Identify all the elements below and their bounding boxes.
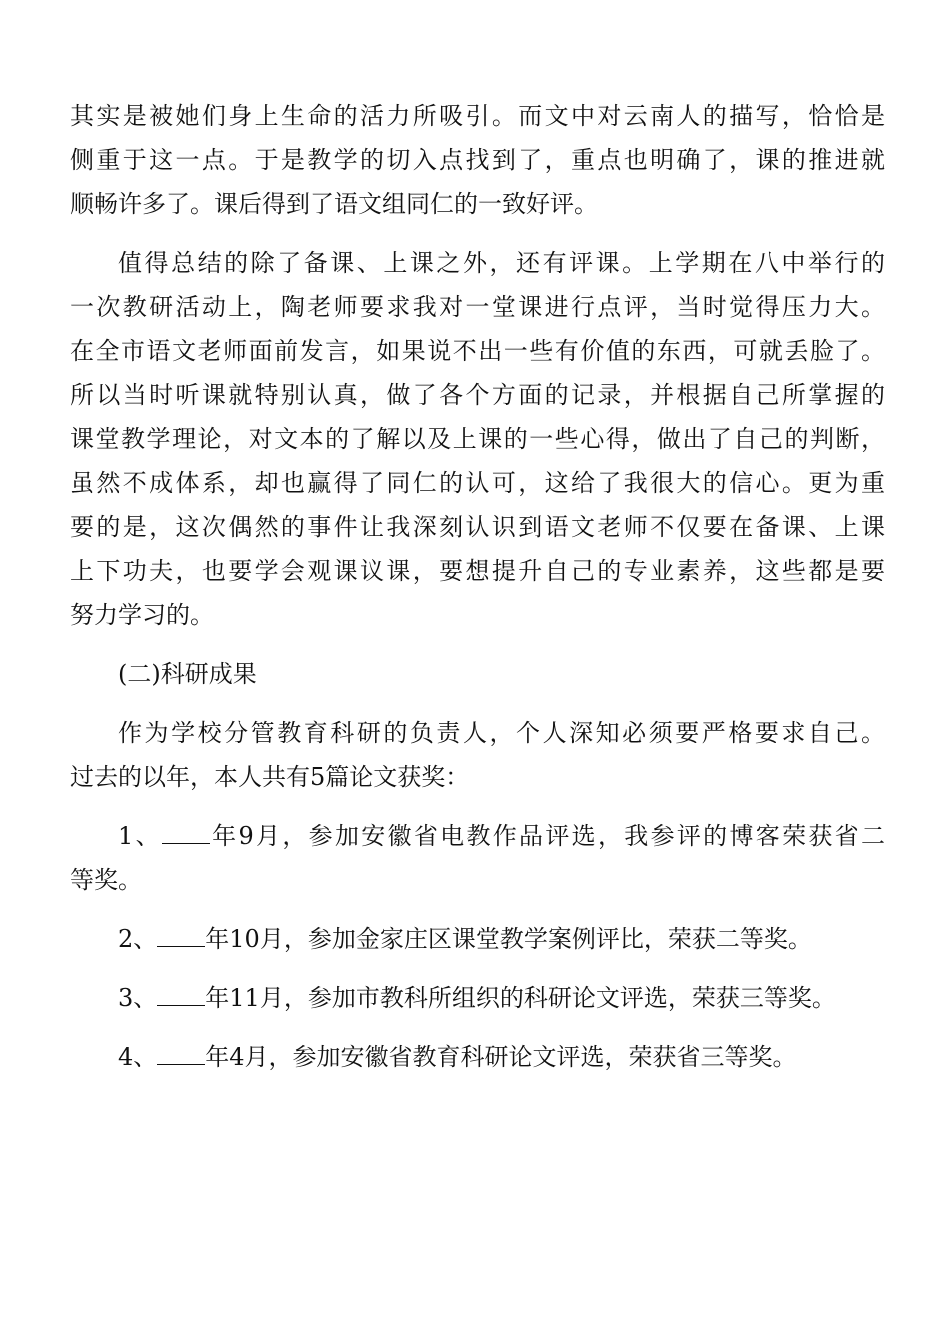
section-heading	[70, 652, 885, 696]
paragraph-line: 在全市语文老师面前发言，如果说不出一些有价值的东西，可就丢脸了。	[70, 337, 885, 365]
paragraph-line: 上下功夫，也要学会观课议课，要想提升自己的专业素养，这些都是要	[70, 557, 885, 585]
document-page	[70, 94, 885, 1079]
paragraph-line: 虽然不成体系，却也赢得了同仁的认可，这给了我很大的信心。更为重	[70, 469, 885, 497]
paragraph-line: 过去的以年，本人共有5篇论文获奖：	[70, 763, 470, 791]
paragraph-3	[70, 711, 885, 799]
paragraph-2	[70, 241, 885, 637]
year-blank	[157, 924, 205, 947]
paragraph-line: 值得总结的除了备课、上课之外，还有评课。上学期在八中举行的	[118, 249, 885, 277]
award-number: 1、	[118, 822, 162, 850]
award-line	[70, 917, 885, 961]
award-line	[70, 1035, 885, 1079]
year-blank	[157, 1042, 205, 1065]
award-number: 3、	[118, 984, 158, 1012]
paragraph-line: 顺畅许多了。课后得到了语文组同仁的一致好评。	[70, 190, 598, 218]
paragraph-line: 一次教研活动上，陶老师要求我对一堂课进行点评，当时觉得压力大。	[70, 293, 885, 321]
award-line	[70, 814, 885, 858]
paragraph-line: 其实是被她们身上生命的活力所吸引。而文中对云南人的描写，恰恰是	[70, 102, 885, 130]
award-number: 2、	[118, 925, 158, 953]
paragraph-line: 努力学习的。	[70, 601, 214, 629]
award-number: 4、	[118, 1043, 158, 1071]
award-item-1	[70, 814, 885, 902]
paragraph-line: 课堂教学理论，对文本的了解以及上课的一些心得，做出了自己的判断，	[70, 425, 885, 453]
award-item-4	[70, 1035, 885, 1079]
paragraph-1	[70, 94, 885, 226]
award-text: 年9月，参加安徽省电教作品评选，我参评的博客荣获省二	[209, 822, 885, 850]
award-text: 年4月，参加安徽省教育科研论文评选，荣获省三等奖。	[205, 1043, 797, 1071]
award-text: 年10月，参加金家庄区课堂教学案例评比，荣获二等奖。	[205, 925, 812, 953]
award-line: 等奖。	[70, 866, 142, 894]
award-text: 年11月，参加市教科所组织的科研论文评选，荣获三等奖。	[205, 984, 836, 1012]
award-item-3	[70, 976, 885, 1020]
year-blank	[162, 821, 210, 844]
paragraph-line: 作为学校分管教育科研的负责人，个人深知必须要严格要求自己。	[118, 719, 885, 747]
paragraph-line: 要的是，这次偶然的事件让我深刻认识到语文老师不仅要在备课、上课	[70, 513, 885, 541]
award-line	[70, 976, 885, 1020]
year-blank	[157, 983, 205, 1006]
paragraph-line: 侧重于这一点。于是教学的切入点找到了，重点也明确了，课的推进就	[70, 146, 885, 174]
paragraph-line: 所以当时听课就特别认真，做了各个方面的记录，并根据自己所掌握的	[70, 381, 885, 409]
award-item-2	[70, 917, 885, 961]
section-heading-text: (二)科研成果	[118, 660, 257, 688]
